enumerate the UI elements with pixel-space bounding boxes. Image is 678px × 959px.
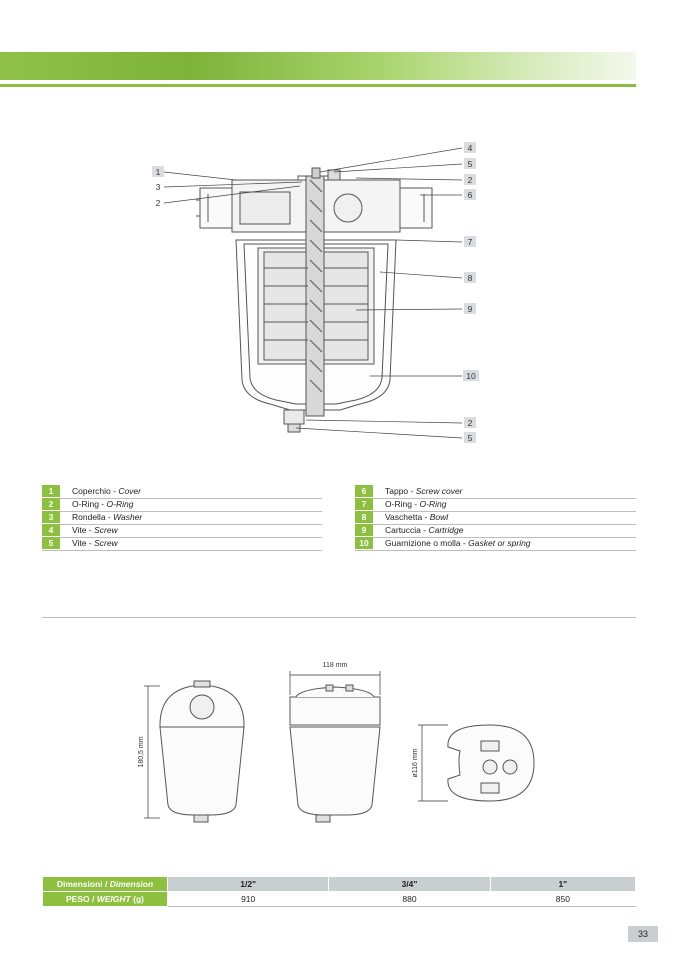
- callout-label: 4: [467, 143, 473, 153]
- callouts-left: [152, 166, 164, 208]
- size-cell: 1/2": [168, 877, 329, 892]
- callout-label: 6: [467, 190, 473, 200]
- callouts-right: [463, 142, 479, 443]
- callout-label: 2: [467, 175, 473, 185]
- part-name-it: Rondella: [72, 512, 106, 522]
- page-number: 33: [628, 926, 658, 942]
- part-name-it: Coperchio: [72, 486, 111, 496]
- label-it: PESO: [66, 894, 90, 904]
- part-name-en: Washer: [113, 512, 143, 522]
- part-name-it: Tappo: [385, 486, 409, 496]
- list-item: 10 Guarnizione o molla - Gasket or spring: [355, 537, 636, 551]
- part-number: 3: [42, 511, 60, 523]
- part-name-it: Vaschetta: [385, 512, 423, 522]
- part-number: 8: [355, 511, 373, 523]
- weight-cell: 910: [168, 892, 329, 907]
- section-drawing: [0, 0, 678, 460]
- callout-label: 7: [467, 237, 473, 247]
- size-cell: 1": [490, 877, 635, 892]
- part-name-it: Guarnizione o molla: [385, 538, 461, 548]
- callout-label: 1: [155, 167, 161, 177]
- part-name-en: Screw cover: [415, 486, 463, 496]
- table-row: [43, 892, 636, 907]
- part-name-en: Cartridge: [428, 525, 464, 535]
- weight-cell: 850: [490, 892, 635, 907]
- part-name-en: Gasket or spring: [468, 538, 531, 548]
- part-name-en: Bowl: [429, 512, 449, 522]
- part-name-en: O-Ring: [106, 499, 134, 509]
- part-number: 4: [42, 524, 60, 536]
- part-name-it: Cartuccia: [385, 525, 421, 535]
- part-number: 7: [355, 498, 373, 510]
- part-number: 5: [42, 537, 60, 549]
- list-item: 5 Vite - Screw: [42, 537, 322, 551]
- callout-label: 8: [467, 273, 473, 283]
- label-unit: (g): [133, 894, 144, 904]
- label-en: WEIGHT: [96, 894, 131, 904]
- label-it: Dimensioni: [56, 879, 103, 889]
- width-dimension: 118 mm: [322, 662, 348, 669]
- diameter-dimension: ø116 mm: [412, 748, 419, 778]
- list-item: 2 O-Ring - O-Ring: [42, 498, 322, 512]
- list-item: 3 Rondella - Washer: [42, 511, 322, 525]
- table-row: [43, 877, 636, 892]
- callout-label: 10: [466, 371, 476, 381]
- callout-label: 3: [155, 182, 161, 192]
- part-name-it: O-Ring: [385, 499, 412, 509]
- part-name-it: Vite: [72, 538, 87, 548]
- parts-list-right: [355, 485, 636, 551]
- part-name-it: O-Ring: [72, 499, 99, 509]
- row-label-weight: PESO / WEIGHT (g): [43, 892, 168, 907]
- part-number: 9: [355, 524, 373, 536]
- part-number: 1: [42, 485, 60, 497]
- part-name-en: Cover: [118, 486, 141, 496]
- height-dimension: 180,5 mm: [138, 736, 145, 768]
- part-number: 6: [355, 485, 373, 497]
- callout-label: 9: [467, 304, 473, 314]
- list-item: 9 Cartuccia - Cartridge: [355, 524, 636, 538]
- part-number: 2: [42, 498, 60, 510]
- part-number: 10: [355, 537, 373, 549]
- callout-label: 2: [155, 198, 161, 208]
- callout-label: 5: [467, 159, 473, 169]
- part-name-en: Screw: [94, 538, 118, 548]
- list-item: 8 Vaschetta - Bowl: [355, 511, 636, 525]
- part-name-en: Screw: [94, 525, 118, 535]
- dimension-weight-table: [42, 876, 636, 907]
- list-item: 1 Coperchio - Cover: [42, 485, 322, 499]
- weight-cell: 880: [329, 892, 490, 907]
- parts-list-left: [42, 485, 322, 551]
- part-name-it: Vite: [72, 525, 87, 535]
- dimension-drawings: [0, 655, 678, 855]
- section-divider: [42, 617, 636, 618]
- list-item: 7 O-Ring - O-Ring: [355, 498, 636, 512]
- callout-label: 2: [467, 418, 473, 428]
- label-en: Dimension: [109, 879, 154, 889]
- row-label-dimension: Dimensioni / Dimension: [43, 877, 168, 892]
- list-item: 6 Tappo - Screw cover: [355, 485, 636, 499]
- part-name-en: O-Ring: [419, 499, 447, 509]
- list-item: 4 Vite - Screw: [42, 524, 322, 538]
- callout-label: 5: [467, 433, 473, 443]
- size-cell: 3/4": [329, 877, 490, 892]
